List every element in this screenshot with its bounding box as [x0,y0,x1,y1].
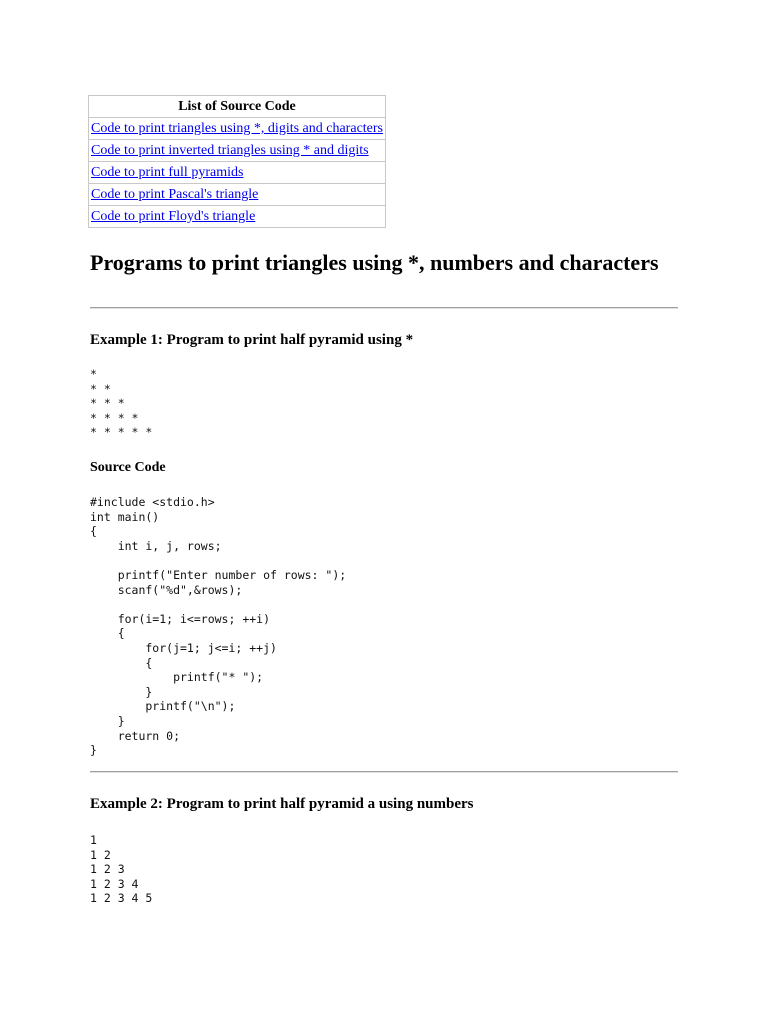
toc-link-pascals-triangle[interactable]: Code to print Pascal's triangle [91,187,259,202]
source-code-list-header: List of Source Code [89,96,386,118]
toc-link-floyds-triangle[interactable]: Code to print Floyd's triangle [91,209,256,224]
toc-link-inverted-triangles[interactable]: Code to print inverted triangles using * and digits [91,143,369,158]
example-1-output: * * * * * * * * * * * * * * * [90,367,153,440]
divider [90,771,678,773]
example-2-heading: Example 2: Program to print half pyramid a using numbers [90,796,474,812]
example-1-heading: Example 1: Program to print half pyramid using * [90,332,414,348]
source-code-heading: Source Code [90,460,166,475]
toc-link-triangles[interactable]: Code to print triangles using *, digits and characters [91,121,383,136]
example-2-output: 1 1 2 1 2 3 1 2 3 4 1 2 3 4 5 [90,833,153,906]
toc-link-full-pyramids[interactable]: Code to print full pyramids [91,165,244,180]
page-title: Programs to print triangles using *, numbers and characters [90,250,659,275]
source-code-list-table [88,95,386,228]
example-1-source-code: #include <stdio.h> int main() { int i, j, rows; printf("Enter number of rows: "); scanf("%d",&rows); for(i=1; i<=rows; ++i) { for(j=1; j<=i; ++j) { printf("* "); } printf("\n"); } return 0; } [90,495,347,758]
divider [90,307,678,309]
